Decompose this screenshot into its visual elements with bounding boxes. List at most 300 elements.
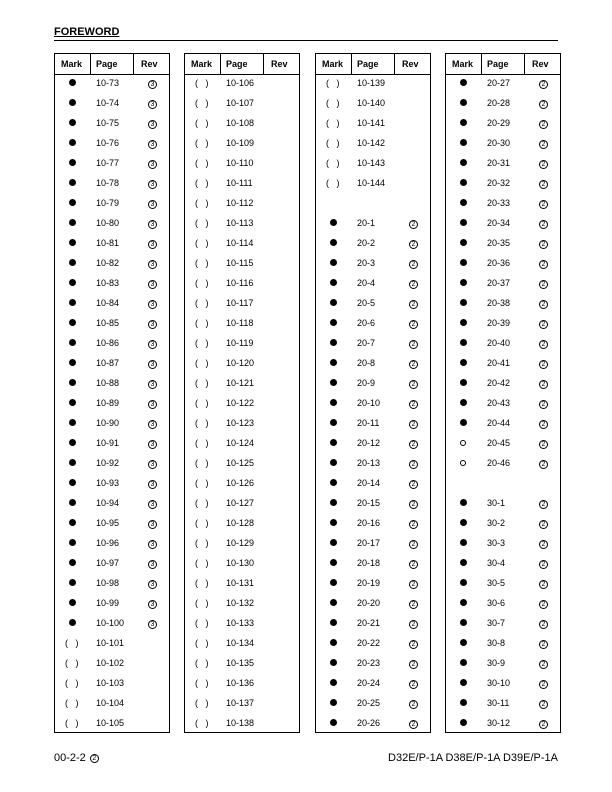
revision-cell — [148, 98, 157, 108]
revision-number: 3 — [148, 240, 157, 249]
revision-number: 2 — [539, 420, 548, 429]
revision-cell — [539, 438, 548, 448]
page-number-cell: 10-138 — [226, 718, 255, 728]
page-number-cell: 20-24 — [357, 678, 381, 688]
changed-mark-icon — [330, 358, 337, 368]
revision-cell — [539, 318, 548, 328]
changed-mark-icon — [460, 418, 467, 428]
revision-cell — [148, 378, 157, 388]
revision-cell — [539, 118, 548, 128]
revision-cell — [539, 198, 548, 208]
changed-mark-icon — [460, 678, 467, 688]
changed-mark-icon — [330, 578, 337, 588]
revision-cell — [148, 138, 157, 148]
revision-cell — [409, 618, 418, 628]
page-number-cell: 10-126 — [226, 478, 255, 488]
page-number-cell: 10-112 — [226, 198, 254, 208]
revision-number: 2 — [409, 380, 418, 389]
changed-mark-icon — [460, 698, 467, 708]
table-header — [316, 54, 430, 75]
footer-models: D32E/P-1A D38E/P-1A D39E/P-1A — [388, 752, 558, 764]
changed-mark-icon — [69, 418, 76, 428]
page-number-cell: 10-114 — [226, 238, 254, 248]
changed-mark-icon — [460, 198, 467, 208]
deleted-mark: ( ) — [195, 198, 209, 208]
revision-cell — [148, 318, 157, 328]
revision-number: 2 — [409, 580, 418, 589]
table-header — [55, 54, 169, 75]
changed-mark-icon — [330, 478, 337, 488]
deleted-mark: ( ) — [65, 638, 79, 648]
revision-number: 2 — [539, 520, 548, 529]
page-number-cell: 10-144 — [357, 178, 386, 188]
revision-cell — [539, 358, 548, 368]
column-divider — [263, 54, 264, 74]
page-number-cell: 30-6 — [487, 598, 506, 608]
revision-cell — [539, 338, 548, 348]
page-number-cell: 20-8 — [357, 358, 376, 368]
page-number-cell: 10-85 — [96, 318, 120, 328]
page-number-cell: 30-12 — [487, 718, 511, 728]
deleted-mark: ( ) — [195, 278, 209, 288]
revision-number: 2 — [409, 700, 418, 709]
changed-mark-icon — [460, 338, 467, 348]
changed-mark-icon — [460, 318, 467, 328]
revision-number: 2 — [539, 580, 548, 589]
column-header-rev: Rev — [402, 59, 419, 69]
page-number-cell: 10-102 — [96, 658, 125, 668]
deleted-mark: ( ) — [195, 178, 209, 188]
revision-number: 2 — [409, 460, 418, 469]
page-number-cell: 10-99 — [96, 598, 120, 608]
page-number-cell: 20-35 — [487, 238, 511, 248]
revision-cell — [539, 538, 548, 548]
page-number-cell: 10-131 — [226, 578, 255, 588]
page-number-cell: 20-4 — [357, 278, 376, 288]
revision-number: 2 — [539, 680, 548, 689]
changed-mark-icon — [69, 398, 76, 408]
changed-mark-icon — [460, 358, 467, 368]
revision-number: 2 — [539, 540, 548, 549]
deleted-mark: ( ) — [195, 658, 209, 668]
changed-mark-icon — [330, 598, 337, 608]
revision-cell — [539, 498, 548, 508]
deleted-mark: ( ) — [195, 158, 209, 168]
revision-number: 2 — [539, 560, 548, 569]
page-number-cell: 20-46 — [487, 458, 511, 468]
column-header-mark: Mark — [191, 59, 213, 69]
changed-mark-icon — [460, 278, 467, 288]
revision-cell — [148, 598, 157, 608]
revision-cell — [148, 618, 157, 628]
revision-number: 2 — [409, 300, 418, 309]
revision-table — [184, 53, 300, 733]
revision-cell — [409, 638, 418, 648]
revision-cell — [539, 138, 548, 148]
revision-cell — [148, 78, 157, 88]
page-number-cell: 20-42 — [487, 378, 511, 388]
page-number-cell: 10-105 — [96, 718, 125, 728]
revision-cell — [409, 498, 418, 508]
revision-number: 2 — [539, 300, 548, 309]
page-revision-badge: 2 — [90, 754, 99, 763]
column-divider — [133, 54, 134, 74]
page-number-cell: 10-106 — [226, 78, 255, 88]
changed-mark-icon — [330, 258, 337, 268]
changed-mark-icon — [460, 218, 467, 228]
revision-number: 2 — [539, 280, 548, 289]
revision-cell — [148, 358, 157, 368]
page-number-cell: 20-36 — [487, 258, 511, 268]
changed-mark-icon — [69, 178, 76, 188]
page-number-cell: 10-77 — [96, 158, 120, 168]
revision-table — [445, 53, 561, 733]
column-header-rev: Rev — [141, 59, 158, 69]
column-header-mark: Mark — [452, 59, 474, 69]
revision-number: 2 — [539, 120, 548, 129]
revision-cell — [148, 118, 157, 128]
changed-mark-icon — [460, 498, 467, 508]
page-number-cell: 20-13 — [357, 458, 381, 468]
page-number-cell: 10-78 — [96, 178, 120, 188]
revision-cell — [409, 718, 418, 728]
page-number-cell: 10-134 — [226, 638, 255, 648]
revision-cell — [148, 498, 157, 508]
changed-mark-icon — [330, 458, 337, 468]
table-header — [185, 54, 299, 75]
page-number-cell: 10-76 — [96, 138, 120, 148]
page-number-cell: 10-79 — [96, 198, 120, 208]
page-number-cell: 20-34 — [487, 218, 511, 228]
changed-mark-icon — [69, 458, 76, 468]
page-number-cell: 10-110 — [226, 158, 254, 168]
changed-mark-icon — [330, 278, 337, 288]
page-number-cell: 10-104 — [96, 698, 125, 708]
revision-cell — [539, 418, 548, 428]
changed-mark-icon — [460, 518, 467, 528]
revision-cell — [539, 378, 548, 388]
revision-cell — [148, 298, 157, 308]
page-number-cell: 10-100 — [96, 618, 125, 628]
revision-cell — [409, 478, 418, 488]
deleted-mark: ( ) — [65, 678, 79, 688]
revision-number: 2 — [409, 440, 418, 449]
revision-cell — [148, 458, 157, 468]
changed-mark-icon — [460, 118, 467, 128]
page-number-cell: 10-95 — [96, 518, 120, 528]
page-number-cell: 20-16 — [357, 518, 381, 528]
deleted-mark: ( ) — [195, 418, 209, 428]
deleted-mark: ( ) — [195, 78, 209, 88]
revision-number: 2 — [409, 520, 418, 529]
deleted-mark: ( ) — [195, 518, 209, 528]
page-number-cell: 30-3 — [487, 538, 506, 548]
page-number-cell: 20-21 — [357, 618, 381, 628]
revision-cell — [409, 458, 418, 468]
revision-number: 2 — [539, 320, 548, 329]
revision-cell — [148, 478, 157, 488]
column-header-mark: Mark — [61, 59, 83, 69]
changed-mark-icon — [460, 178, 467, 188]
deleted-mark: ( ) — [195, 478, 209, 488]
page-number-cell: 20-28 — [487, 98, 511, 108]
page-number-cell: 20-9 — [357, 378, 376, 388]
revision-number: 2 — [539, 260, 548, 269]
deleted-mark: ( ) — [195, 638, 209, 648]
deleted-mark: ( ) — [195, 618, 209, 628]
page-number-cell: 10-140 — [357, 98, 386, 108]
revision-number: 3 — [148, 380, 157, 389]
changed-mark-icon — [69, 578, 76, 588]
revision-number: 3 — [148, 180, 157, 189]
revision-number: 3 — [148, 360, 157, 369]
changed-mark-icon — [330, 418, 337, 428]
page-number: 00-2-2 — [54, 752, 86, 764]
revision-cell — [409, 318, 418, 328]
page-number-cell: 30-4 — [487, 558, 506, 568]
revision-cell — [539, 578, 548, 588]
page-number-cell: 30-2 — [487, 518, 506, 528]
revision-cell — [148, 518, 157, 528]
changed-mark-icon — [330, 558, 337, 568]
page-number-cell: 20-17 — [357, 538, 381, 548]
revision-number: 2 — [409, 340, 418, 349]
page-number-cell: 10-125 — [226, 458, 255, 468]
page-number-cell: 20-7 — [357, 338, 376, 348]
deleted-mark: ( ) — [195, 698, 209, 708]
deleted-mark: ( ) — [195, 298, 209, 308]
page-number-cell: 30-11 — [487, 698, 510, 708]
page-number-cell: 10-109 — [226, 138, 255, 148]
changed-mark-icon — [330, 658, 337, 668]
page-number-cell: 20-26 — [357, 718, 381, 728]
revision-number: 3 — [148, 560, 157, 569]
revision-number: 2 — [409, 560, 418, 569]
revision-number: 2 — [539, 220, 548, 229]
changed-mark-icon — [69, 318, 76, 328]
revision-cell — [539, 98, 548, 108]
page-number-cell: 10-86 — [96, 338, 120, 348]
revision-cell — [539, 278, 548, 288]
page-number-cell: 10-121 — [226, 378, 255, 388]
page-number-cell: 10-117 — [226, 298, 254, 308]
changed-mark-icon — [330, 538, 337, 548]
page-number-cell: 10-93 — [96, 478, 120, 488]
revision-cell — [148, 158, 157, 168]
page-number-cell: 20-37 — [487, 278, 511, 288]
page-number-cell: 20-3 — [357, 258, 376, 268]
changed-mark-icon — [69, 298, 76, 308]
revision-number: 2 — [539, 100, 548, 109]
page-number-cell: 30-9 — [487, 658, 506, 668]
page-number-cell: 10-127 — [226, 498, 255, 508]
page-number-cell: 10-75 — [96, 118, 120, 128]
revision-cell — [539, 78, 548, 88]
deleted-mark: ( ) — [195, 458, 209, 468]
revision-number: 3 — [148, 440, 157, 449]
revision-cell — [409, 678, 418, 688]
revision-number: 2 — [409, 400, 418, 409]
page-number-cell: 20-14 — [357, 478, 381, 488]
column-divider — [90, 54, 91, 74]
page-number-cell: 20-20 — [357, 598, 381, 608]
revision-number: 2 — [409, 260, 418, 269]
revision-cell — [539, 618, 548, 628]
deleted-mark: ( ) — [195, 338, 209, 348]
changed-mark-icon — [330, 438, 337, 448]
deleted-mark: ( ) — [326, 178, 340, 188]
revision-cell — [148, 258, 157, 268]
page-number-cell: 20-40 — [487, 338, 511, 348]
page-number-cell: 10-87 — [96, 358, 120, 368]
column-header-rev: Rev — [271, 59, 288, 69]
changed-mark-icon — [330, 498, 337, 508]
revision-number: 3 — [148, 320, 157, 329]
revision-cell — [148, 338, 157, 348]
revision-cell — [539, 638, 548, 648]
changed-mark-icon — [330, 238, 337, 248]
changed-mark-icon — [460, 658, 467, 668]
changed-mark-icon — [330, 338, 337, 348]
page-title: FOREWORD — [54, 26, 120, 38]
revision-number: 3 — [148, 100, 157, 109]
changed-mark-icon — [69, 238, 76, 248]
deleted-mark: ( ) — [195, 318, 209, 328]
changed-mark-icon — [460, 258, 467, 268]
revision-cell — [539, 458, 548, 468]
changed-mark-icon — [69, 598, 76, 608]
column-header-page: Page — [96, 59, 118, 69]
revision-cell — [539, 678, 548, 688]
page-number-cell: 10-94 — [96, 498, 120, 508]
changed-mark-icon — [330, 518, 337, 528]
changed-mark-icon — [330, 398, 337, 408]
page-number-cell: 20-22 — [357, 638, 381, 648]
revision-cell — [409, 398, 418, 408]
page-number-cell: 10-130 — [226, 558, 255, 568]
revision-number: 2 — [539, 200, 548, 209]
revision-cell — [148, 558, 157, 568]
changed-mark-icon — [330, 618, 337, 628]
revision-cell — [148, 178, 157, 188]
deleted-mark: ( ) — [195, 498, 209, 508]
changed-mark-icon — [460, 618, 467, 628]
revision-number: 3 — [148, 580, 157, 589]
table-header — [446, 54, 560, 75]
changed-mark-icon — [69, 158, 76, 168]
changed-mark-icon — [460, 78, 467, 88]
page-number-cell: 10-142 — [357, 138, 386, 148]
footer-page-number — [54, 752, 99, 764]
page-number-cell: 10-89 — [96, 398, 120, 408]
revision-number: 2 — [409, 220, 418, 229]
page-number-cell: 10-108 — [226, 118, 255, 128]
page-number-cell: 10-73 — [96, 78, 120, 88]
page-number-cell: 20-27 — [487, 78, 511, 88]
revision-cell — [539, 218, 548, 228]
added-mark-icon — [460, 458, 466, 468]
deleted-mark: ( ) — [326, 158, 340, 168]
changed-mark-icon — [69, 358, 76, 368]
revision-cell — [148, 578, 157, 588]
revision-number: 2 — [539, 360, 548, 369]
revision-cell — [409, 538, 418, 548]
revision-number: 3 — [148, 620, 157, 629]
revision-cell — [539, 258, 548, 268]
revision-number: 3 — [148, 260, 157, 269]
changed-mark-icon — [330, 698, 337, 708]
page-number-cell: 10-111 — [226, 178, 253, 188]
revision-cell — [409, 278, 418, 288]
revision-number: 2 — [409, 360, 418, 369]
page-number-cell: 10-128 — [226, 518, 255, 528]
changed-mark-icon — [330, 218, 337, 228]
page-number-cell: 20-38 — [487, 298, 511, 308]
page-number-cell: 10-132 — [226, 598, 255, 608]
revision-number: 2 — [409, 600, 418, 609]
page-number-cell: 10-116 — [226, 278, 254, 288]
revision-cell — [409, 558, 418, 568]
revision-number: 2 — [539, 400, 548, 409]
changed-mark-icon — [69, 278, 76, 288]
revision-number: 3 — [148, 140, 157, 149]
changed-mark-icon — [69, 478, 76, 488]
deleted-mark: ( ) — [195, 558, 209, 568]
revision-number: 2 — [539, 240, 548, 249]
page-number-cell: 10-74 — [96, 98, 120, 108]
changed-mark-icon — [460, 538, 467, 548]
changed-mark-icon — [460, 598, 467, 608]
revision-cell — [539, 158, 548, 168]
revision-number: 2 — [539, 440, 548, 449]
changed-mark-icon — [69, 258, 76, 268]
changed-mark-icon — [69, 198, 76, 208]
page-number-cell: 10-136 — [226, 678, 255, 688]
page-number-cell: 10-84 — [96, 298, 120, 308]
revision-cell — [148, 218, 157, 228]
deleted-mark: ( ) — [65, 658, 79, 668]
column-header-page: Page — [357, 59, 379, 69]
page-number-cell: 20-11 — [357, 418, 380, 428]
changed-mark-icon — [69, 378, 76, 388]
page-number-cell: 20-12 — [357, 438, 381, 448]
changed-mark-icon — [460, 558, 467, 568]
revision-cell — [539, 558, 548, 568]
changed-mark-icon — [330, 638, 337, 648]
changed-mark-icon — [330, 718, 337, 728]
changed-mark-icon — [69, 338, 76, 348]
revision-cell — [148, 398, 157, 408]
revision-table — [315, 53, 431, 733]
page-number-cell: 20-32 — [487, 178, 511, 188]
deleted-mark: ( ) — [195, 98, 209, 108]
column-divider — [524, 54, 525, 74]
deleted-mark: ( ) — [326, 78, 340, 88]
revision-number: 3 — [148, 80, 157, 89]
column-header-page: Page — [226, 59, 248, 69]
page-number-cell: 10-141 — [357, 118, 386, 128]
revision-table — [54, 53, 170, 733]
page-number-cell: 10-143 — [357, 158, 386, 168]
page-number-cell: 30-1 — [487, 498, 506, 508]
changed-mark-icon — [69, 118, 76, 128]
column-divider — [220, 54, 221, 74]
deleted-mark: ( ) — [326, 118, 340, 128]
revision-number: 2 — [539, 700, 548, 709]
revision-number: 2 — [539, 340, 548, 349]
revision-number: 2 — [539, 140, 548, 149]
revision-cell — [148, 198, 157, 208]
